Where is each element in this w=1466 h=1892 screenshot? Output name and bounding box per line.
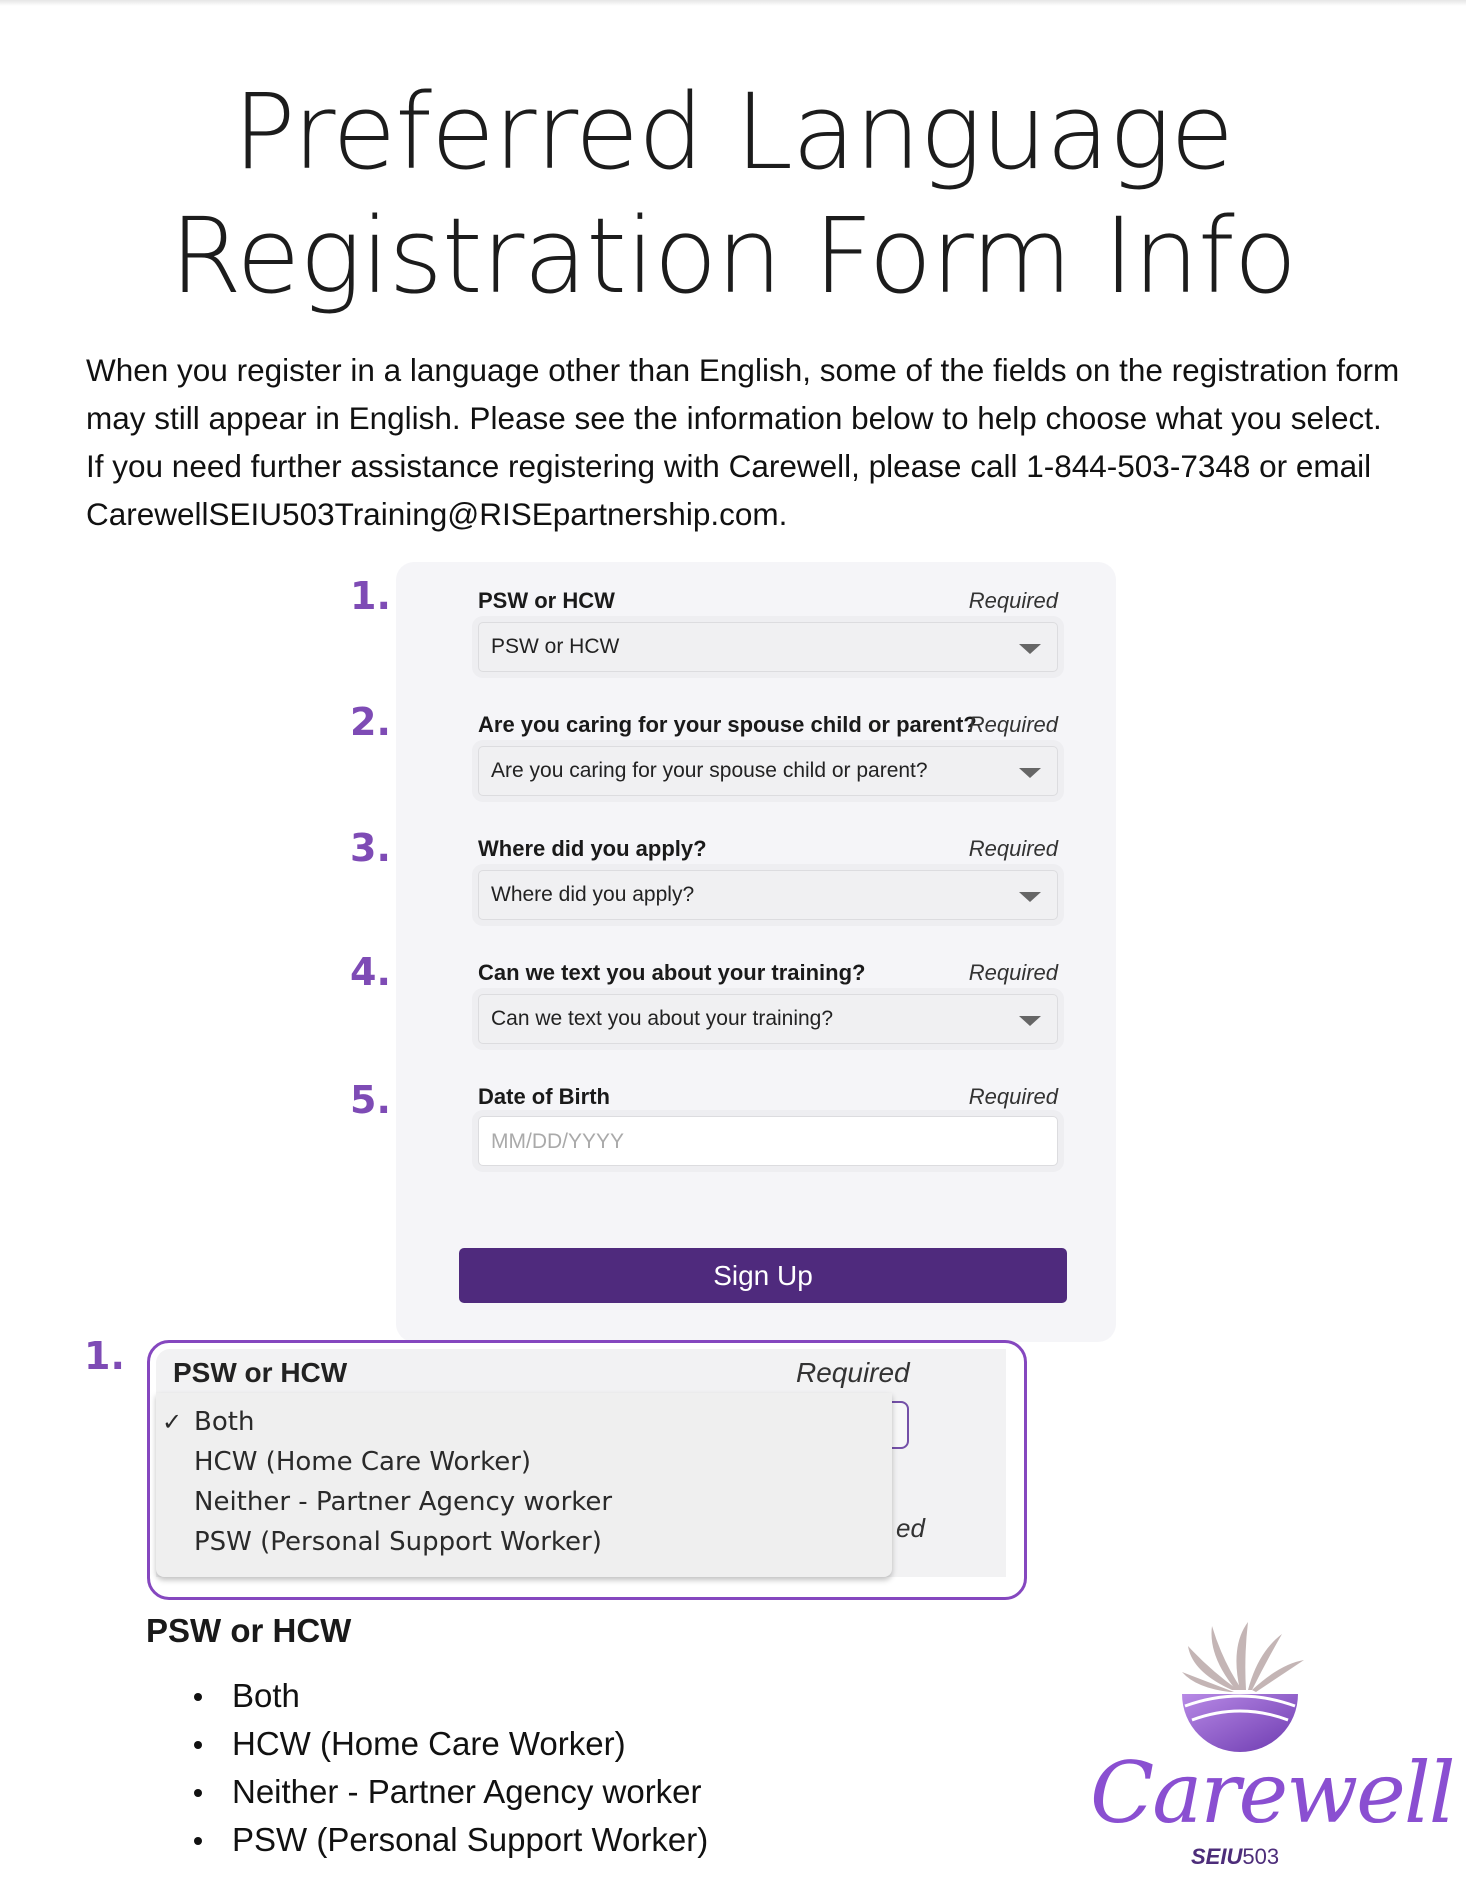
required-tag: Required bbox=[968, 588, 1058, 613]
text-training-select[interactable] bbox=[478, 994, 1058, 1044]
date-of-birth-input[interactable] bbox=[478, 1116, 1058, 1166]
top-edge-shadow bbox=[0, 0, 1466, 6]
dropdown-option-neither[interactable]: Neither - Partner Agency worker bbox=[194, 1487, 613, 1517]
chevron-down-icon bbox=[1019, 768, 1041, 778]
zoom-screenshot bbox=[156, 1349, 1006, 1577]
required-tag: Required bbox=[968, 960, 1058, 985]
select-value: Are you caring for your spouse child or parent? bbox=[491, 759, 928, 782]
dropdown-menu bbox=[156, 1393, 892, 1577]
options-list bbox=[194, 1672, 708, 1864]
step-number-1: 1. bbox=[350, 574, 391, 618]
step-number-4: 4. bbox=[350, 950, 391, 994]
field-label-where-apply: Where did you apply? bbox=[478, 836, 707, 861]
zoom-callout-frame bbox=[147, 1340, 1027, 1600]
options-list-heading: PSW or HCW bbox=[146, 1612, 352, 1649]
sign-up-button[interactable]: Sign Up bbox=[459, 1248, 1067, 1303]
zoom-step-number-1: 1. bbox=[84, 1334, 125, 1378]
list-item: Neither - Partner Agency worker bbox=[194, 1768, 708, 1816]
where-apply-select[interactable] bbox=[478, 870, 1058, 920]
logo-503: 503 bbox=[1242, 1844, 1280, 1869]
chevron-down-icon bbox=[1019, 892, 1041, 902]
step-number-5: 5. bbox=[350, 1078, 391, 1122]
chevron-down-icon bbox=[1019, 1016, 1041, 1026]
psw-hcw-select[interactable] bbox=[478, 622, 1058, 672]
date-placeholder: MM/DD/YYYY bbox=[491, 1130, 625, 1153]
intro-paragraph: When you register in a language other than English, some of the fields on the registration form may still appear in English. Please see the information below to help choose what you select. If you need further assistance registering with Carewell, please call 1-844-503-7348 or email CarewellSEIU503Training@RISEpartnership.com. bbox=[86, 352, 1400, 532]
list-item: HCW (Home Care Worker) bbox=[194, 1720, 708, 1768]
carewell-logo bbox=[1090, 1616, 1454, 1886]
dropdown-option-psw[interactable]: PSW (Personal Support Worker) bbox=[194, 1527, 602, 1557]
caring-for-select[interactable] bbox=[478, 746, 1058, 796]
zoom-required-tag: Required bbox=[796, 1357, 910, 1388]
list-item: PSW (Personal Support Worker) bbox=[194, 1816, 708, 1864]
sunburst-logo-icon bbox=[1090, 1616, 1390, 1756]
required-tag: Required bbox=[968, 712, 1058, 737]
field-label-caring: Are you caring for your spouse child or parent? bbox=[478, 712, 977, 737]
field-label-text-training: Can we text you about your training? bbox=[478, 960, 866, 985]
step-number-3: 3. bbox=[350, 826, 391, 870]
registration-form-card bbox=[396, 562, 1116, 1342]
required-tag: Required bbox=[968, 1084, 1058, 1109]
step-number-2: 2. bbox=[350, 700, 391, 744]
select-value: PSW or HCW bbox=[491, 635, 620, 658]
field-label-psw-hcw: PSW or HCW bbox=[478, 588, 615, 613]
logo-wordmark: Carewell bbox=[1090, 1744, 1454, 1842]
select-value: Where did you apply? bbox=[491, 883, 695, 906]
logo-subtitle bbox=[1191, 1844, 1279, 1870]
page-title-line-2: Registration Form Info bbox=[169, 195, 1297, 317]
select-value: Can we text you about your training? bbox=[491, 1007, 834, 1030]
zoom-partial-required: ed bbox=[896, 1513, 925, 1543]
zoom-field-label: PSW or HCW bbox=[173, 1357, 348, 1388]
chevron-down-icon bbox=[1019, 644, 1041, 654]
dropdown-option-hcw[interactable]: HCW (Home Care Worker) bbox=[194, 1447, 532, 1477]
page-title-line-1: Preferred Language bbox=[232, 71, 1234, 193]
required-tag: Required bbox=[968, 836, 1058, 861]
logo-seiu: SEIU bbox=[1191, 1844, 1243, 1869]
list-item: Both bbox=[194, 1672, 708, 1720]
checkmark-icon: ✓ bbox=[162, 1408, 183, 1436]
field-label-dob: Date of Birth bbox=[478, 1084, 610, 1109]
dropdown-option-both[interactable]: Both bbox=[194, 1407, 255, 1437]
